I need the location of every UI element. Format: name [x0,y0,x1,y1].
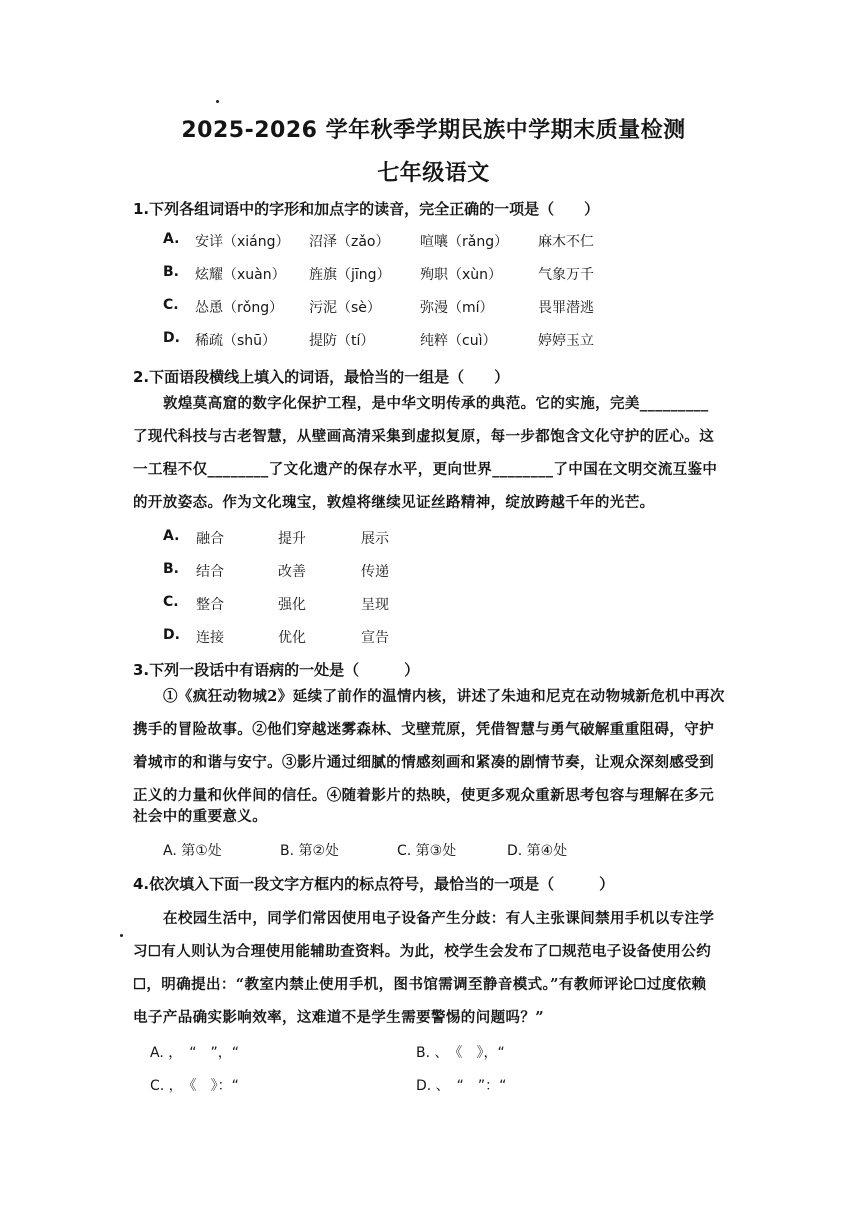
q3-passage-line: 携手的冒险故事。②他们穿越迷雾森林、戈壁荒原，凭借智慧与勇气破解重重阻碍，守护 [133,721,715,738]
option-word: 沼泽（zǎo） [309,234,390,250]
option-word: 提防（tí） [309,333,375,349]
option-word: 强化 [278,597,306,613]
q3-passage-line: 正义的力量和伙伴间的信任。④随着影片的热映，使更多观众重新思考包容与理解在多元 [133,787,715,804]
q4-option-a: A. ， “ ”，“ [150,1045,239,1061]
option-word: 宣告 [361,630,389,646]
q2-stem: 2.下面语段横线上填入的词语，最恰当的一组是（ ） [133,368,510,386]
exam-title: 2025-2026 学年秋季学期民族中学期末质量检测 [181,118,686,143]
option-word: 殉职（xùn） [420,267,503,283]
q4-option-d: D. 、 “ ”：“ [416,1078,507,1094]
q4-option-b: B. 、 《 》，“ [416,1045,505,1061]
q4-passage-line: ☐，明确提出：“教室内禁止使用手机，图书馆需调至静音模式。”有教师评论☐过度依赖 [133,976,707,993]
scan-speck [120,934,123,937]
q3-stem: 3.下列一段话中有语病的一处是（ ） [133,661,420,679]
option-label: B. [163,561,179,577]
q2-passage-line: 了现代科技与古老智慧，从壁画高清采集到虚拟复原，每一步都饱含文化守护的匠心。这 [133,428,715,445]
option-word: 连接 [196,630,224,646]
q1-stem: 1.下列各组词语中的字形和加点字的读音，完全正确的一项是（ ） [133,200,600,218]
q2-passage-line: 敦煌莫高窟的数字化保护工程，是中华文明传承的典范。它的实施，完美_________ [163,395,709,412]
option-word: 展示 [361,531,389,547]
option-word: 污泥（sè） [309,300,381,316]
q4-passage-line: 电子产品确实影响效率，这难道不是学生需要警惕的问题吗？” [133,1009,545,1026]
option-label: B. [163,264,179,280]
option-word: 融合 [196,531,224,547]
option-word: 弥漫（mí） [420,300,494,316]
q3-passage-line: 社会中的重要意义。 [133,808,268,825]
scan-speck [216,100,219,103]
option-word: 炫耀（xuàn） [195,267,286,283]
option-word: 畏罪潜逃 [538,300,594,316]
q3-passage-line: ①《疯狂动物城2》延续了前作的温情内核，讲述了朱迪和尼克在动物城新危机中再次 [163,688,725,705]
option-word: 稀疏（shū） [195,333,277,349]
option-word: 整合 [196,597,224,613]
option-word: 气象万千 [538,267,594,283]
option-word: 安详（xiáng） [195,234,290,250]
option-word: 喧嚷（rǎng） [420,234,509,250]
option-word: 怂恿（rǒng） [195,300,284,316]
option-word: 婷婷玉立 [538,333,594,349]
option-label: D. [163,330,180,346]
q2-passage-line: 一工程不仅________了文化遗产的保存水平，更向世界________了中国在文明交流互鉴中 [133,461,718,478]
q3-option-b: B. 第②处 [280,843,340,859]
option-word: 麻木不仁 [538,234,594,250]
exam-subtitle: 七年级语文 [377,161,490,186]
q4-stem: 4.依次填入下面一段文字方框内的标点符号，最恰当的一项是（ ） [133,875,615,893]
q4-option-c: C. ， 《 》：“ [150,1078,239,1094]
q3-option-a: A. 第①处 [163,843,222,859]
q4-passage-line: 在校园生活中，同学们常因使用电子设备产生分歧：有人主张课间禁用手机以专注学 [163,910,715,927]
option-word: 旌旗（jīng） [309,267,391,283]
option-word: 呈现 [361,597,389,613]
option-word: 传递 [361,564,389,580]
q3-option-d: D. 第④处 [507,843,568,859]
q3-passage-line: 着城市的和谐与安宁。③影片通过细腻的情感刻画和紧凑的剧情节奏，让观众深刻感受到 [133,754,715,771]
q4-passage-line: 习☐有人则认为合理使用能辅助查资料。为此，校学生会发布了☐规范电子设备使用公约 [133,943,712,960]
option-word: 结合 [196,564,224,580]
option-label: D. [163,627,180,643]
option-word: 纯粹（cuì） [420,333,497,349]
option-label: A. [163,231,180,247]
option-word: 提升 [278,531,306,547]
option-label: C. [163,594,179,610]
option-word: 改善 [278,564,306,580]
q2-passage-line: 的开放姿态。作为文化瑰宝，敦煌将继续见证丝路精神，绽放跨越千年的光芒。 [133,494,655,511]
q3-option-c: C. 第③处 [397,843,457,859]
option-word: 优化 [278,630,306,646]
option-label: A. [163,528,180,544]
option-label: C. [163,297,179,313]
